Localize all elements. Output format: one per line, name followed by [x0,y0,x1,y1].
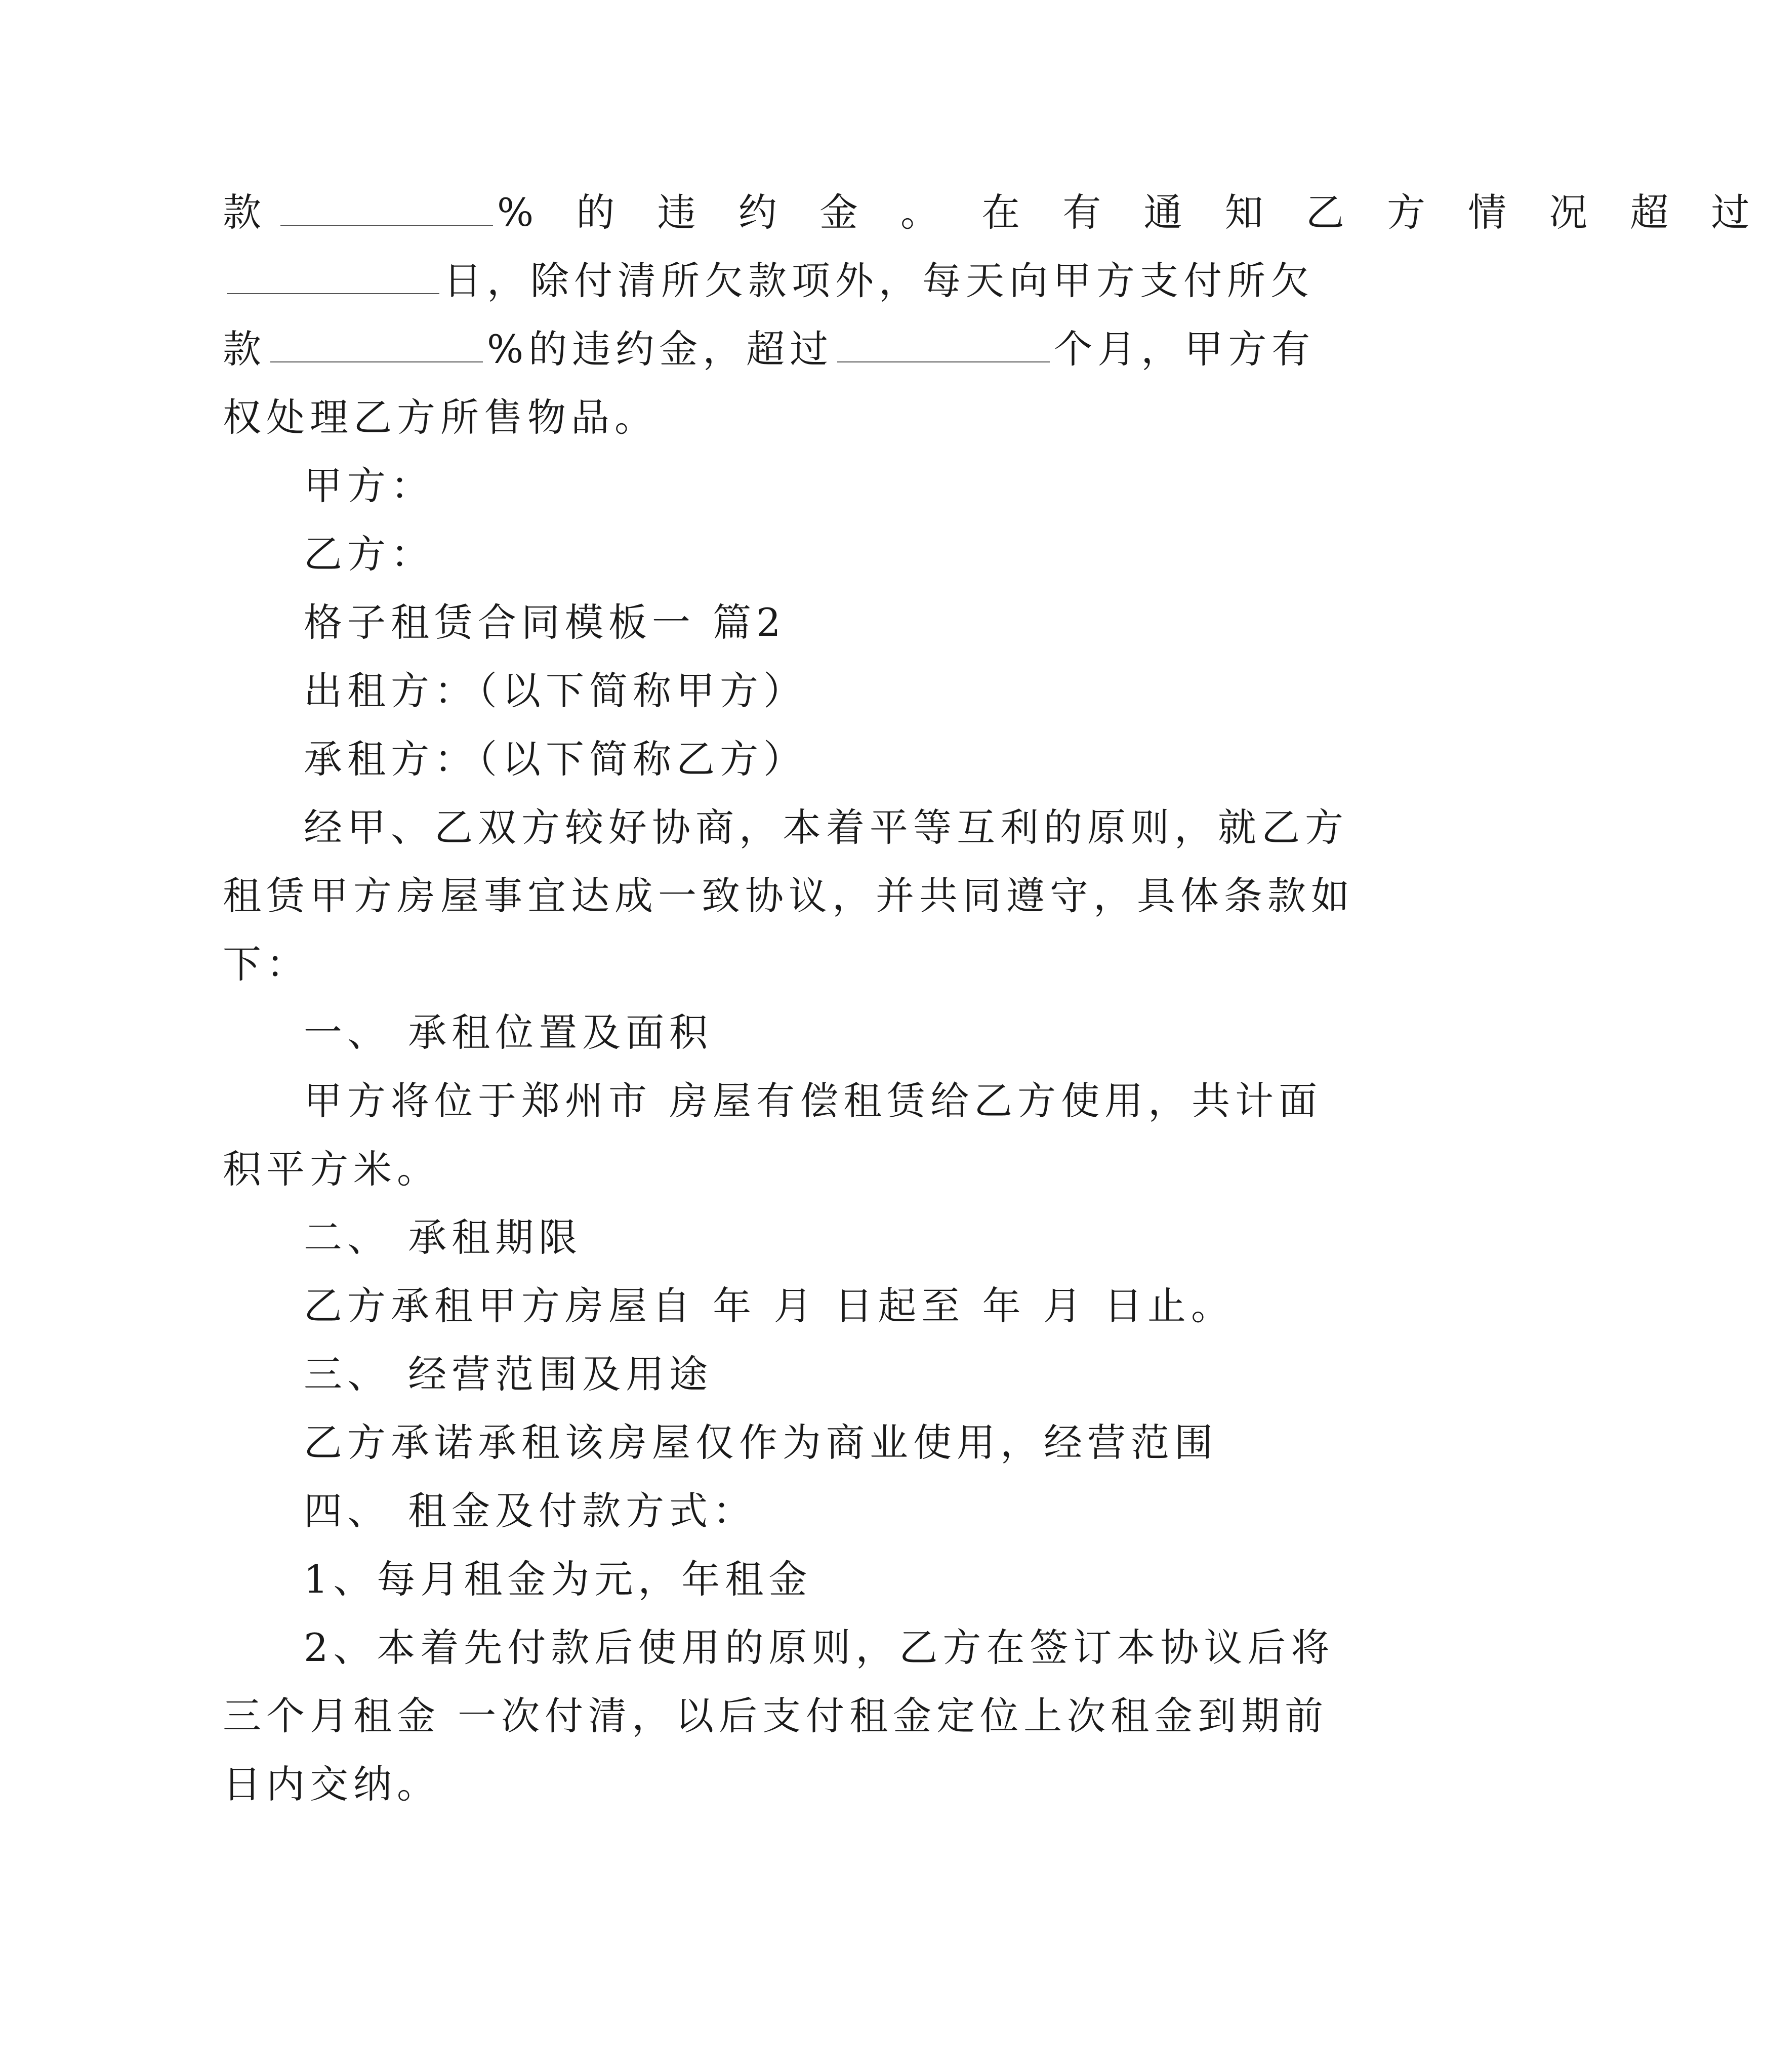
text-line: 乙方承租甲方房屋自 年 月 日起至 年 月 日止。 [304,1283,1235,1328]
fill-blank [270,330,483,362]
text-line: 经甲、乙双方较好协商，本着平等互利的原则，就乙方 [304,805,1348,850]
clause-heading: 三、 经营范围及用途 [304,1352,713,1397]
party-a-label: 甲方： [304,463,434,508]
party-b-label: 乙方： [304,532,434,577]
clause-heading: 四、 租金及付款方式： [304,1488,757,1533]
fill-blank [280,193,493,226]
clause-heading: 一、 承租位置及面积 [304,1010,713,1055]
text-line: 乙方承诺承租该房屋仅作为商业使用，经营范围 [304,1420,1218,1465]
text-line: 积平方米。 [223,1147,440,1192]
text-line: 权处理乙方所售物品。 [223,395,658,440]
text-line: 下： [223,942,310,987]
text-line: 租赁甲方房屋事宜达成一致协议，并共同遵守，具体条款如 [223,873,1354,918]
text-line: 日，除付清所欠款项外，每天向甲方支付所欠 [223,256,1314,306]
lessee-line: 承租方：（以下简称乙方） [304,737,807,782]
text-line: 1、每月租金为元，年租金 [304,1557,812,1602]
section-title: 格子租赁合同模板一 篇2 [304,600,786,645]
text-line: 甲方将位于郑州市 房屋有偿租赁给乙方使用，共计面 [304,1078,1323,1123]
fill-blank [227,262,439,294]
text-line: 款 % 的 违 约 金 。 在 有 通 知 乙 方 情 况 超 过 [223,190,1765,235]
text-line: 2、本着先付款后使用的原则，乙方在签订本协议后将 [304,1625,1335,1670]
fill-blank [837,330,1050,362]
text-line: 款 %的违约金，超过 个月，甲方有 [223,327,1316,372]
text-line: 日内交纳。 [223,1762,440,1807]
text-line: 三个月租金 一次付清，以后支付租金定位上次租金到期前 [223,1693,1329,1738]
lessor-line: 出租方：（以下简称甲方） [304,668,807,713]
clause-heading: 二、 承租期限 [304,1215,583,1260]
